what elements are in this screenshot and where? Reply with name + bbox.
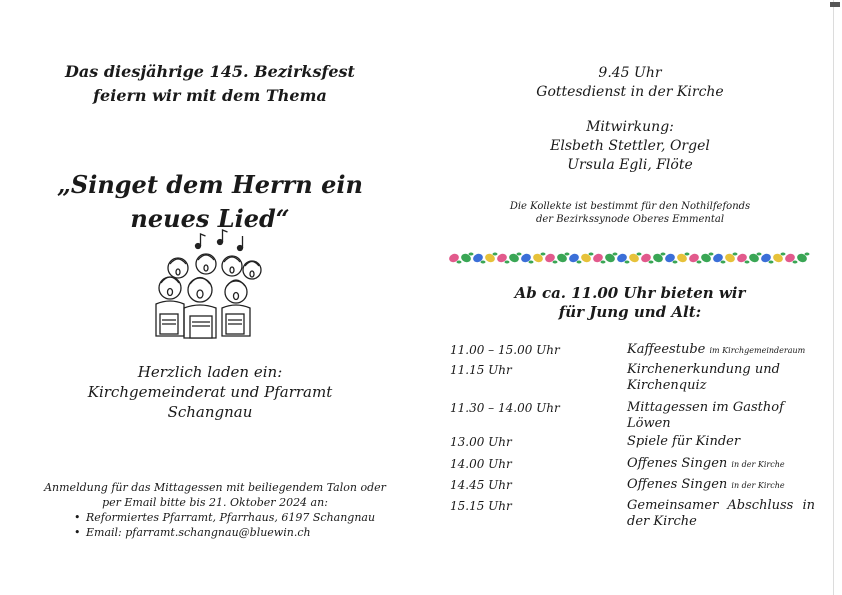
page-edge [833,0,834,595]
garland-flower [604,252,618,263]
service-info [440,64,820,175]
registration-line-1: Anmeldung für das Mittagessen mit beiliegendem Talon oder [44,481,386,494]
contact-email[interactable]: • Email: pfarramt.schangnau@bluewin.ch [74,525,400,540]
schedule-activity [627,456,815,473]
schedule-row [450,498,815,532]
garland-flower [484,252,498,263]
garland-flower [616,252,630,263]
garland-flower [448,252,462,263]
choir-icon [148,228,272,340]
schedule-activity [627,342,815,359]
activity-title: Offenes Singen [627,456,728,471]
schedule-row [450,477,815,496]
theme-title [40,168,380,236]
schedule [450,342,815,534]
garland-flower [748,252,762,263]
participation-heading: Mitwirkung: [586,119,674,135]
activity-note: in der Kirche [731,460,785,469]
activity-title: Gemeinsamer Abschluss in der Kirche [627,498,815,529]
garland-flower [688,252,702,263]
theme-line-1: „Singet dem Herrn ein [57,170,363,199]
activity-title: Mittagessen im Gasthof Löwen [627,400,784,431]
schedule-time: 11.30 – 14.00 Uhr [450,401,560,415]
participant-1: Elsbeth Stettler, Orgel [550,138,710,154]
intro-text [40,60,380,108]
scan-mark [830,2,840,7]
schedule-row [450,434,815,454]
activity-note: in der Kirche [731,481,785,490]
service-time: 9.45 Uhr [598,65,662,81]
service-title: Gottesdienst in der Kirche [536,84,724,100]
garland-flower [544,252,558,263]
schedule-activity [627,477,815,494]
left-panel [0,0,410,595]
garland-flower [496,252,510,263]
theme-line-2: neues Lied“ [130,204,290,233]
garland-flower [508,252,522,263]
garland-flower [592,252,606,263]
activity-title: Offenes Singen [627,477,728,492]
registration-contacts [30,510,400,540]
garland-icon [448,250,810,266]
activity-title: Kaffeestube [627,342,706,357]
schedule-activity [627,498,815,530]
schedule-activity [627,362,787,394]
schedule-row [450,456,815,475]
offer-heading [440,284,820,322]
contact-address: • Reformiertes Pfarramt, Pfarrhaus, 6197 Schangnau [74,510,400,525]
intro-line-2: feiern wir mit dem Thema [93,86,327,105]
garland-flower [712,252,726,263]
collection-line-1: Die Kollekte ist bestimmt für den Nothilfefonds [509,201,751,212]
garland-flower [460,252,474,263]
schedule-time: 11.00 – 15.00 Uhr [450,343,560,357]
schedule-time: 11.15 Uhr [450,363,512,377]
invitation [40,362,380,422]
garland-flower [796,252,810,263]
schedule-time: 13.00 Uhr [450,435,512,449]
garland-flower [760,252,774,263]
garland-flower [520,252,534,263]
activity-title: Spiele für Kinder [627,434,741,449]
schedule-activity [627,400,787,432]
garland-flower [640,252,654,263]
schedule-time: 15.15 Uhr [450,499,512,513]
invite-line-1: Herzlich laden ein: [137,363,283,381]
schedule-row [450,362,815,398]
participant-2: Ursula Egli, Flöte [567,157,693,173]
right-panel [420,0,842,595]
invite-line-2: Kirchgemeinderat und Pfarramt [87,383,333,401]
schedule-row [450,400,815,432]
schedule-time: 14.00 Uhr [450,457,512,471]
garland-flower [676,252,690,263]
schedule-row [450,342,815,360]
offer-line-2: für Jung und Alt: [558,303,702,321]
invite-line-3: Schangnau [167,403,253,421]
schedule-activity [627,434,815,450]
activity-note: im Kirchgemeinderaum [709,346,806,355]
schedule-time: 14.45 Uhr [450,478,512,492]
garland-flower [700,252,714,263]
garland-flower [772,252,786,263]
garland-flower [532,252,546,263]
registration-line-2: per Email bitte bis 21. Oktober 2024 an: [102,496,328,509]
collection-line-2: der Bezirkssynode Oberes Emmental [535,214,725,225]
garland-flower [664,252,678,263]
garland-flower [736,252,750,263]
intro-line-1: Das diesjährige 145. Bezirksfest [65,62,355,81]
garland-flower [724,252,738,263]
activity-title: Kirchenerkundung und Kirchenquiz [627,362,780,393]
garland-flower [568,252,582,263]
garland-flower [580,252,594,263]
garland-flower [472,252,486,263]
garland-flower [784,252,798,263]
garland-flower [628,252,642,263]
garland-flower [556,252,570,263]
offer-line-1: Ab ca. 11.00 Uhr bieten wir [514,284,746,302]
garland-flower [652,252,666,263]
collection-note [440,200,820,226]
registration-info [30,480,400,540]
